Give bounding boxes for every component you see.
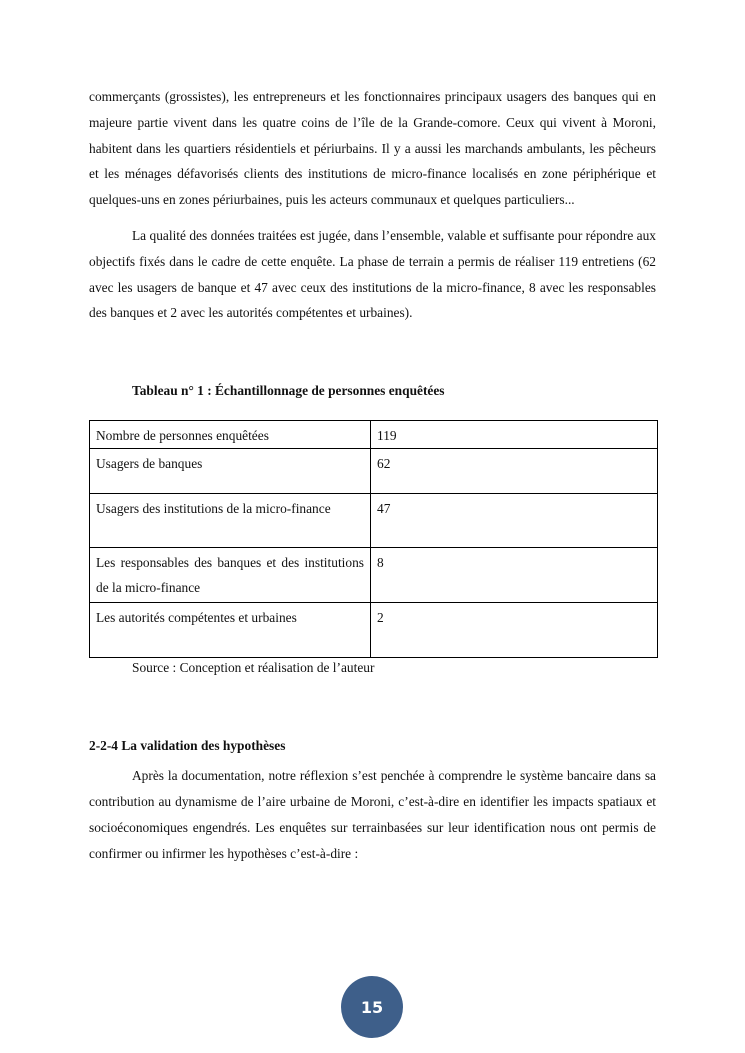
table-row [90, 421, 658, 449]
table-row [90, 548, 658, 603]
page-number-badge [341, 976, 403, 1038]
table-cell-label: Les responsables des banques et des institutions de la micro-finance [90, 548, 371, 603]
table-title: Tableau n° 1 : Échantillonnage de personnes enquêtées [132, 383, 445, 399]
body-paragraph-1: commerçants (grossistes), les entrepreneurs et les fonctionnaires principaux usagers des banques qui en majeure partie vivent dans les quatre coins de l’île de la Grande-comore. Ceux qui vivent à Moroni, habitent dans les quartiers résidentiels et périurbains. Il y a aussi les marchands ambulants, les pêcheurs et les ménages défavorisés clients des institutions de micro-finance localisés en zone périphérique et quelques-uns en zones périurbaines, puis les acteurs communaux et quelques particuliers... [89, 89, 656, 208]
table-cell-label: Usagers de banques [90, 449, 371, 494]
table-cell-label: Les autorités compétentes et urbaines [90, 603, 371, 658]
document-page [89, 84, 656, 866]
section-heading: 2-2-4 La validation des hypothèses [89, 738, 286, 754]
table-cell-label: Nombre de personnes enquêtées [90, 421, 371, 449]
table-cell-value: 8 [371, 548, 658, 603]
table-cell-value: 47 [371, 494, 658, 548]
table-row [90, 449, 658, 494]
table-cell-value: 62 [371, 449, 658, 494]
table-row [90, 494, 658, 548]
body-paragraph-3: Après la documentation, notre réflexion s’est penchée à comprendre le système bancaire dans sa contribution au dynamisme de l’aire urbaine de Moroni, c’est-à-dire en identifier les impacts spatiaux et socioéconomiques engendrés. Les enquêtes sur terrainbasées sur leur identification nous ont permis de confirmer ou infirmer les hypothèses c’est-à-dire : [89, 768, 656, 861]
table-cell-label: Usagers des institutions de la micro-finance [90, 494, 371, 548]
sample-table [89, 420, 658, 658]
page-number: 15 [360, 997, 384, 1017]
body-paragraph-2: La qualité des données traitées est jugée, dans l’ensemble, valable et suffisante pour répondre aux objectifs fixés dans le cadre de cette enquête. La phase de terrain a permis de réaliser 119 entretiens (62 avec les usagers de banque et 47 avec ceux des institutions de la micro-finance, 8 avec les responsables des banques et 2 avec les autorités compétentes et urbaines). [89, 227, 656, 321]
table-cell-value: 2 [371, 603, 658, 658]
table-source: Source : Conception et réalisation de l’auteur [132, 660, 375, 676]
table-cell-value: 119 [371, 421, 658, 449]
table-row [90, 603, 658, 658]
